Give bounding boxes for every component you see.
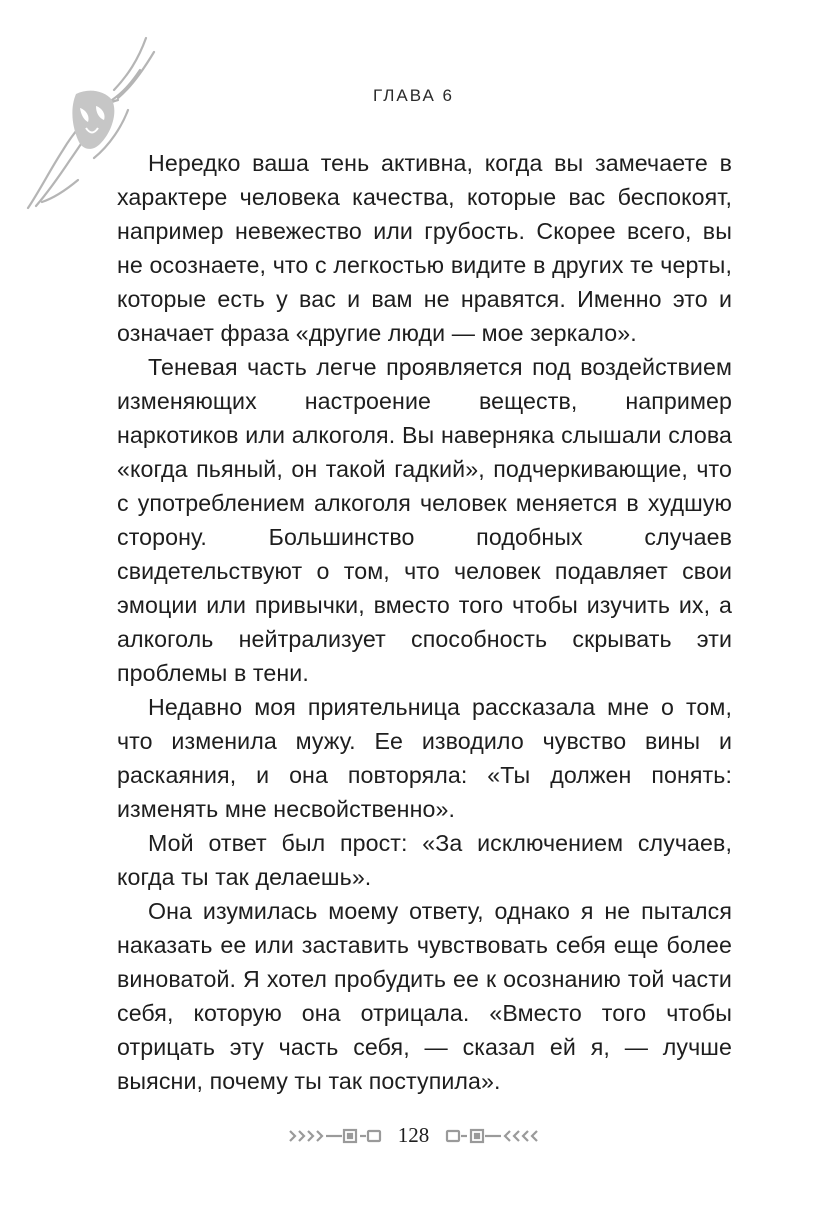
paragraph: Нередко ваша тень активна, когда вы замечаете в характере человека качества, которые вас беспокоят, например невежество или грубость. Скорее всего, вы не осознаете, что с легкостью видите в других те черты, которые есть у вас и вам не нравятся. Именно это и означает фраза «другие люди — мое зеркало». bbox=[117, 150, 732, 346]
paragraph: Недавно моя приятельница рассказала мне о том, что изменила мужу. Ее изводило чувство вины и раскаяния, и она повторяла: «Ты должен понять: изменять мне несвойственно». bbox=[117, 694, 732, 822]
paragraph: Она изумилась моему ответу, однако я не пытался наказать ее или заставить чувствовать себя еще более виноватой. Я хотел пробудить ее к осознанию той части себя, которую она отрицала. «Вместо того чтобы отрицать эту часть себя, — сказал ей я, — лучше выясни, почему ты так поступила». bbox=[117, 898, 732, 1094]
page-footer bbox=[0, 1123, 827, 1148]
tribal-border-right-icon bbox=[441, 1126, 541, 1146]
tribal-border-left-icon bbox=[286, 1126, 386, 1146]
chapter-header: ГЛАВА 6 bbox=[372, 86, 455, 105]
page-number: 128 bbox=[397, 1123, 430, 1147]
paragraph: Мой ответ был прост: «За исключением случаев, когда ты так делаешь». bbox=[117, 830, 732, 890]
paragraph: Теневая часть легче проявляется под воздействием изменяющих настроение веществ, например наркотиков или алкоголя. Вы наверняка слышали слова «когда пьяный, он такой гадкий», подчеркивающие, что с употреблением алкоголя человек меняется в худшую сторону. Большинство подобных случаев свидетельствуют о том, что человек подавляет свои эмоции или привычки, вместо того чтобы изучить их, а алкоголь нейтрализует способность скрывать эти проблемы в тени. bbox=[117, 354, 732, 686]
body-text bbox=[117, 146, 732, 1098]
